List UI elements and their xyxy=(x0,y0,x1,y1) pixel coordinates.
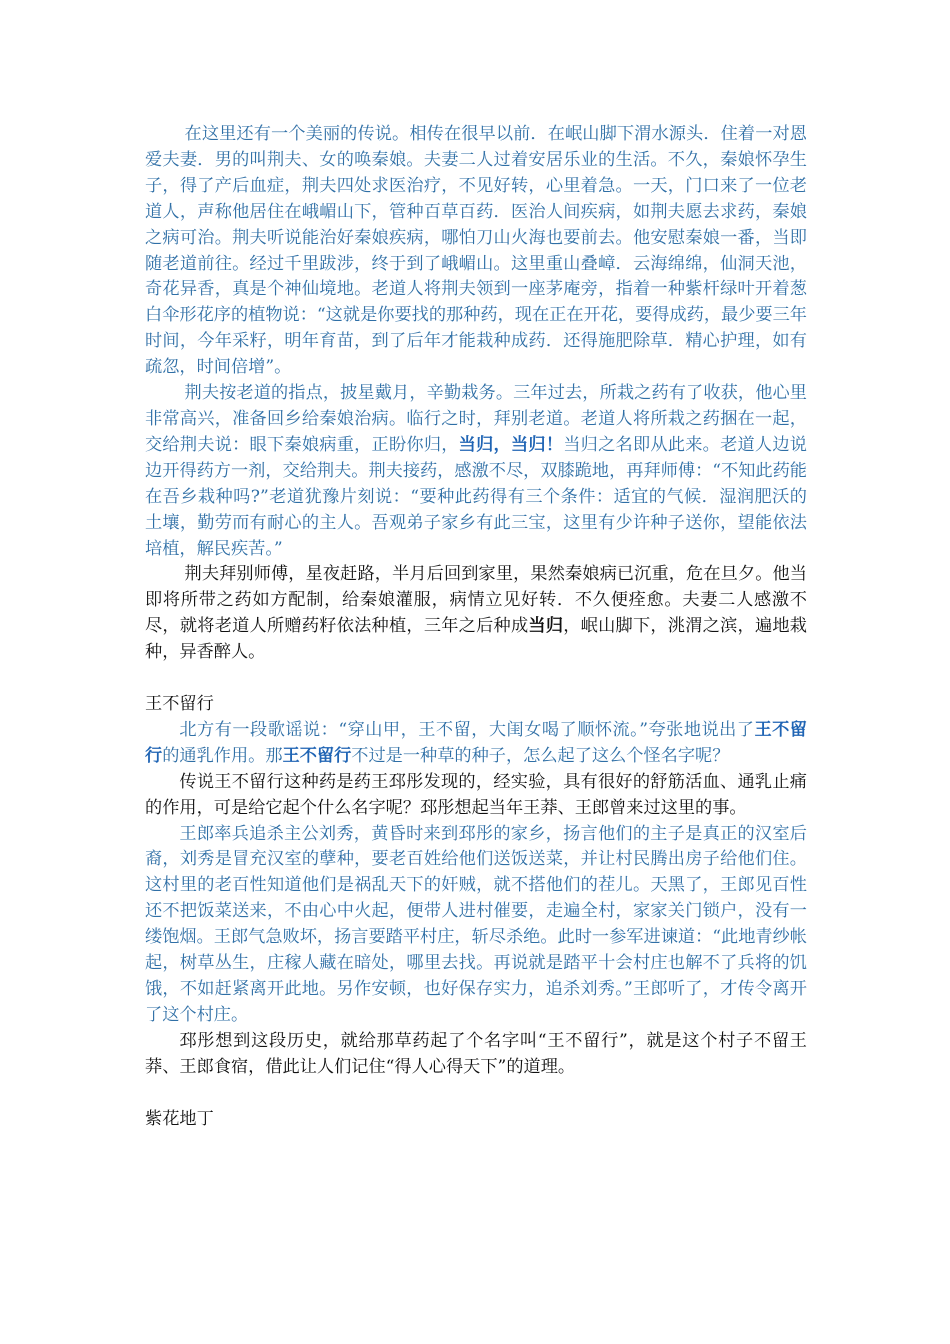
text-run: 北方有一段歌谣说：“穿山甲，王不留，大闺女喝了顺怀流。”夸张地说出了 xyxy=(179,719,755,740)
highlight-wangbuliuxing: 王不留行 xyxy=(282,745,352,766)
paragraph-legend-return xyxy=(145,381,807,562)
text-run: 荆夫按老道的指点，披星戴月，辛勤栽务。三年过去，所栽之药有了收获，他心里非常高兴，准备回乡给秦娘治病。临行之时，拜别老道。老道人将所栽之药捆在一起，交给荆夫说：眼下秦娘病重，正盼你归， xyxy=(145,383,807,455)
highlight-danggui: 当归 xyxy=(528,616,564,637)
text-run: 当归之名即从此来。老道人边说边开得药方一剂，交给荆夫。荆夫接药，感激不尽，双膝跪地，再拜师傅：“不知此药能在吾乡栽种吗?”老道犹豫片刻说：“要种此药得有三个条件：适宜的气候．湿润肥沃的土壤，勤劳而有耐心的主人。吾观弟子家乡有此三宝，这里有少许种子送你，望能依法培植，解民疾苦。” xyxy=(145,434,807,559)
text-run: 不过是一种草的种子，怎么起了这么个怪名字呢？ xyxy=(351,745,730,766)
paragraph-legend-ending xyxy=(145,562,807,666)
paragraph-naming: 传说王不留行这种药是药王邳彤发现的，经实验，具有很好的舒筋活血、通乳止痛的作用，可是给它起个什么名字呢？邳彤想起当年王莽、王郎曾来过这里的事。 xyxy=(145,771,807,818)
paragraph-ballad xyxy=(145,718,807,770)
section-heading-zihuadiding: 紫花地丁 xyxy=(145,1108,214,1129)
text-run: 荆夫拜别师傅，星夜赶路，半月后回到家里，果然秦娘病已沉重，危在旦夕。他当即将所带之药如方配制，给秦娘灌服，病情立见好转．不久便痊愈。夫妻二人感激不尽，就将老道人所赠药籽依法种植，三年之后种成 xyxy=(145,564,807,637)
spacer xyxy=(145,1081,807,1107)
highlight-wangbuliuxing: 王不留行 xyxy=(145,719,807,766)
highlight-danggui: 当归，当归！ xyxy=(458,434,564,455)
text-run: ，岷山脚下，洮渭之滨，遍地栽种，异香醉人。 xyxy=(145,616,807,663)
document-page xyxy=(145,122,807,1133)
paragraph-wanglang-story: 王郎率兵追杀主公刘秀，黄昏时来到邳彤的家乡，扬言他们的主子是真正的汉室后裔，刘秀是冒充汉室的孽种，要老百姓给他们送饭送菜，并让村民腾出房子给他们住。这村里的老百性知道他们是祸乱天下的奸贼，就不搭他们的茬儿。天黑了，王郎见百性还不把饭菜送来，不由心中火起，便带人进村催要，走遍全村，家家关门锁户，没有一缕饱烟。王郎气急败坏，扬言要踏平村庄，斩尽杀绝。此时一参军进谏道：“此地青纱帐起，树草丛生，庄稼人藏在暗处，哪里去找。再说就是踏平十会村庄也解不了兵将的饥饿，不如赶紧离开此地。另作安顿，也好保存实力，追杀刘秀。”王郎听了，才传令离开了这个村庄。 xyxy=(145,823,807,1025)
section-heading-wangbuliuxing: 王不留行 xyxy=(145,694,214,715)
text-run: 的通乳作用。那 xyxy=(162,745,283,766)
paragraph-conclusion: 邳彤想到这段历史，就给那草药起了个名字叫“王不留行”，就是这个村子不留王莽、王郎食宿，借此让人们记住“得人心得天下”的道理。 xyxy=(145,1030,807,1077)
spacer xyxy=(145,666,807,692)
paragraph-legend-intro: 在这里还有一个美丽的传说。相传在很早以前．在岷山脚下渭水源头．住着一对恩爱夫妻．男的叫荆夫、女的唤秦娘。夫妻二人过着安居乐业的生活。不久，秦娘怀孕生子，得了产后血症，荆夫四处求医治疗，不见好转，心里着急。一天，门口来了一位老道人，声称他居住在峨嵋山下，管种百草百药．医治人间疾病，如荆夫愿去求药，秦娘之病可治。荆夫听说能治好秦娘疾病，哪怕刀山火海也要前去。他安慰秦娘一番，当即随老道前往。经过千里跋涉，终于到了峨嵋山。这里重山叠嶂．云海绵绵，仙洞天池，奇花异香，真是个神仙境地。老道人将荆夫领到一座茅庵旁，指着一种紫杆绿叶开着葱白伞形花序的植物说：“这就是你要找的那种药，现在正在开花，要得成药，最少要三年时间，今年采籽，明年育苗，到了后年才能栽种成药．还得施肥除草．精心护理，如有疏忽，时间倍增”。 xyxy=(145,124,807,378)
